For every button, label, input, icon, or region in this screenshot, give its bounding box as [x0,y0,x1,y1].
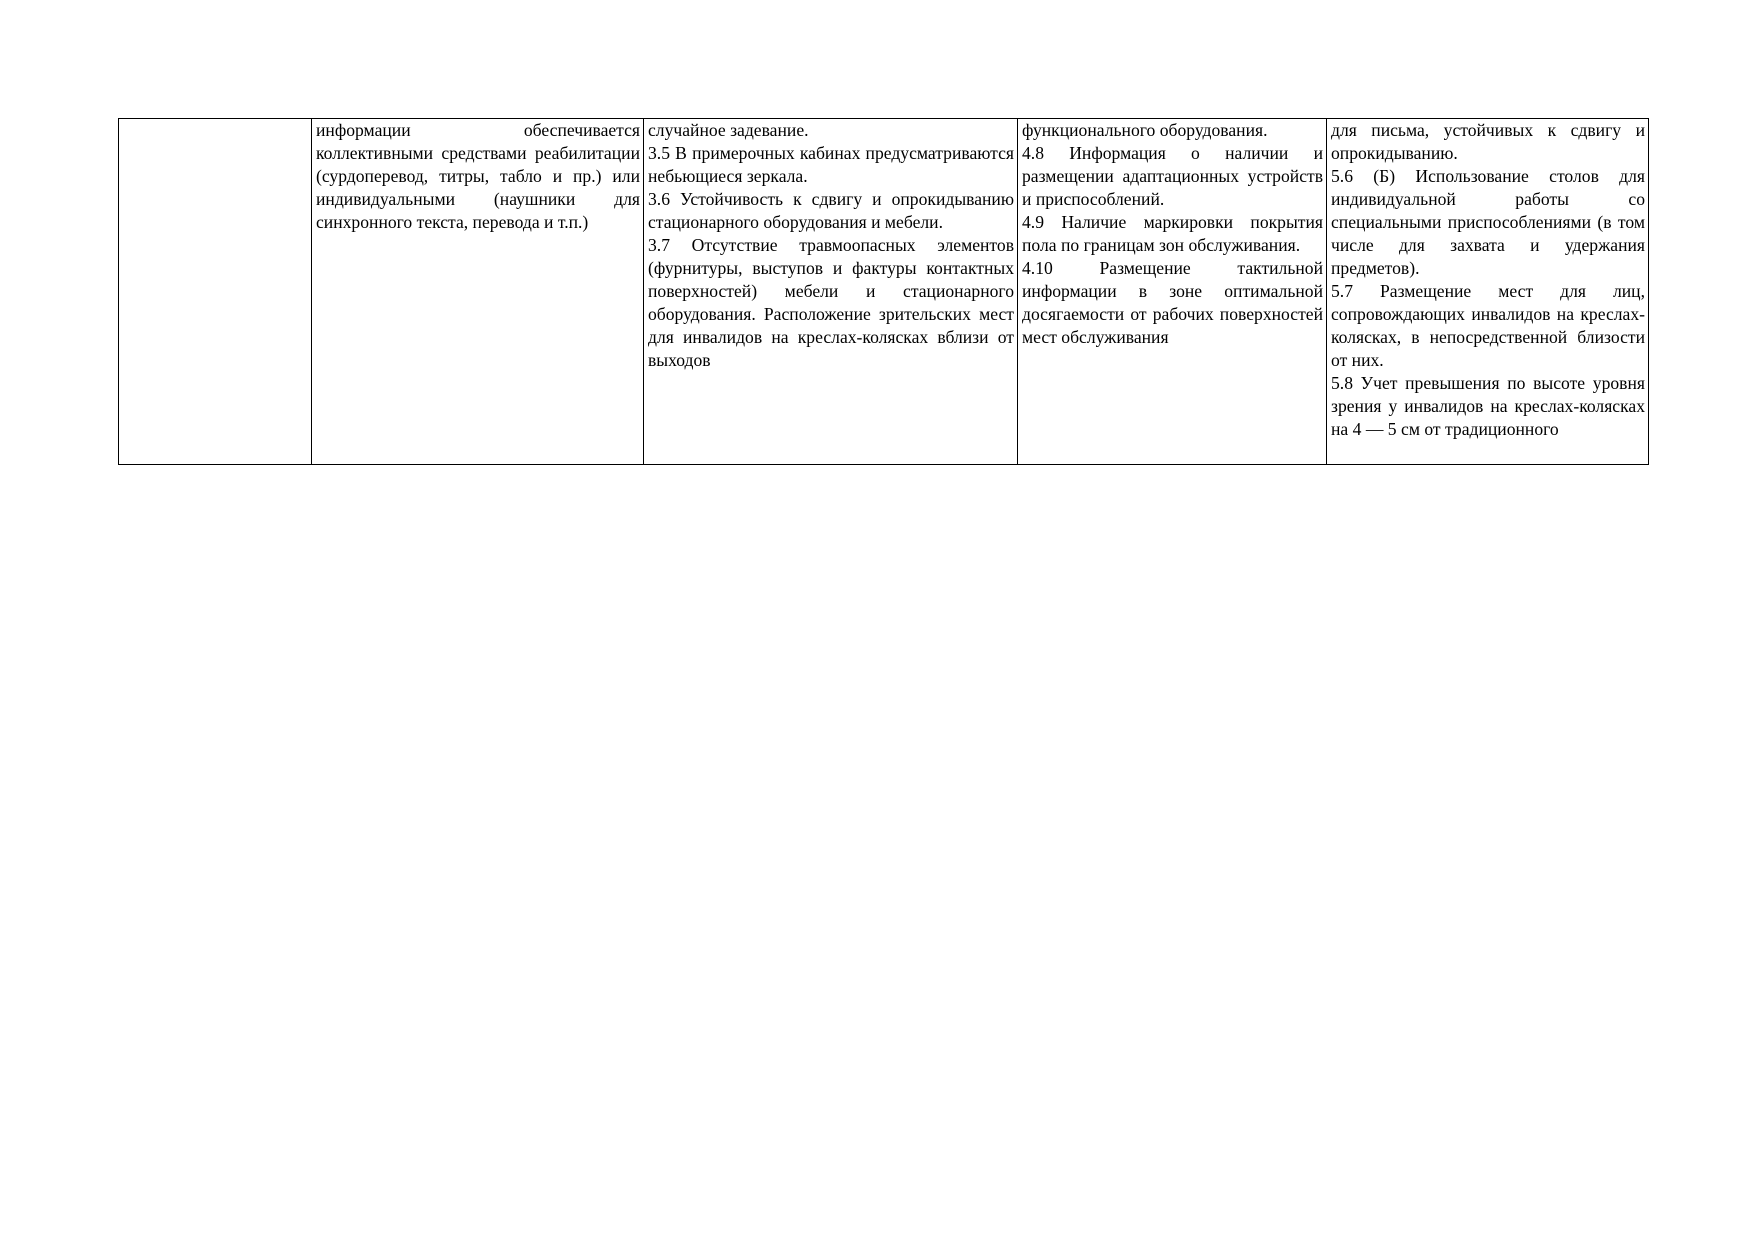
cell-paragraph: 5.8 Учет превышения по высоте уровня зрения у инвалидов на креслах-колясках на 4 — 5 см от традиционного [1331,373,1645,439]
cell-paragraph: для письма, устойчивых к сдвигу и опрокидыванию. [1331,120,1645,163]
cell-paragraph: 4.10 Размещение тактильной информации в зоне оптимальной досягаемости от рабочих поверхностей мест обслуживания [1022,258,1323,347]
cell-paragraph: случайное задевание. [648,120,809,140]
cell-paragraph: 4.8 Информация о наличии и размещении адаптационных устройств и приспособлений. [1022,143,1323,209]
cell-paragraph: 5.6 (Б) Использование столов для индивидуальной работы со специальными приспособлениями (в том числе для захвата и удержания предметов). [1331,166,1645,278]
cell-paragraph: 3.7 Отсутствие травмоопасных элементов (фурнитуры, выступов и фактуры контактных поверхностей) мебели и стационарного оборудования. Расположение зрительских мест для инвалидов на креслах-колясках вблизи от выходов [648,235,1014,370]
table-cell-empty [119,119,312,465]
table-cell-col5 [1327,119,1649,465]
table-cell-col2 [312,119,644,465]
table-cell-col4 [1018,119,1327,465]
table-row [119,119,1649,465]
cell-paragraph: 4.9 Наличие маркировки покрытия пола по границам зон обслуживания. [1022,212,1323,255]
table-cell-col3 [644,119,1018,465]
cell-paragraph: 3.5 В примерочных кабинах предусматриваются небьющиеся зеркала. [648,143,1014,186]
requirements-table [118,118,1649,465]
cell-paragraph: функционального оборудования. [1022,120,1268,140]
cell-paragraph: 3.6 Устойчивость к сдвигу и опрокидыванию стационарного оборудования и мебели. [648,189,1014,232]
cell-paragraph: 5.7 Размещение мест для лиц, сопровождающих инвалидов на креслах-колясках, в непосредственной близости от них. [1331,281,1645,370]
cell-paragraph: информации обеспечивается коллективными средствами реабилитации (сурдоперевод, титры, табло и пр.) или индивидуальными (наушники для синхронного текста, перевода и т.п.) [316,120,640,232]
